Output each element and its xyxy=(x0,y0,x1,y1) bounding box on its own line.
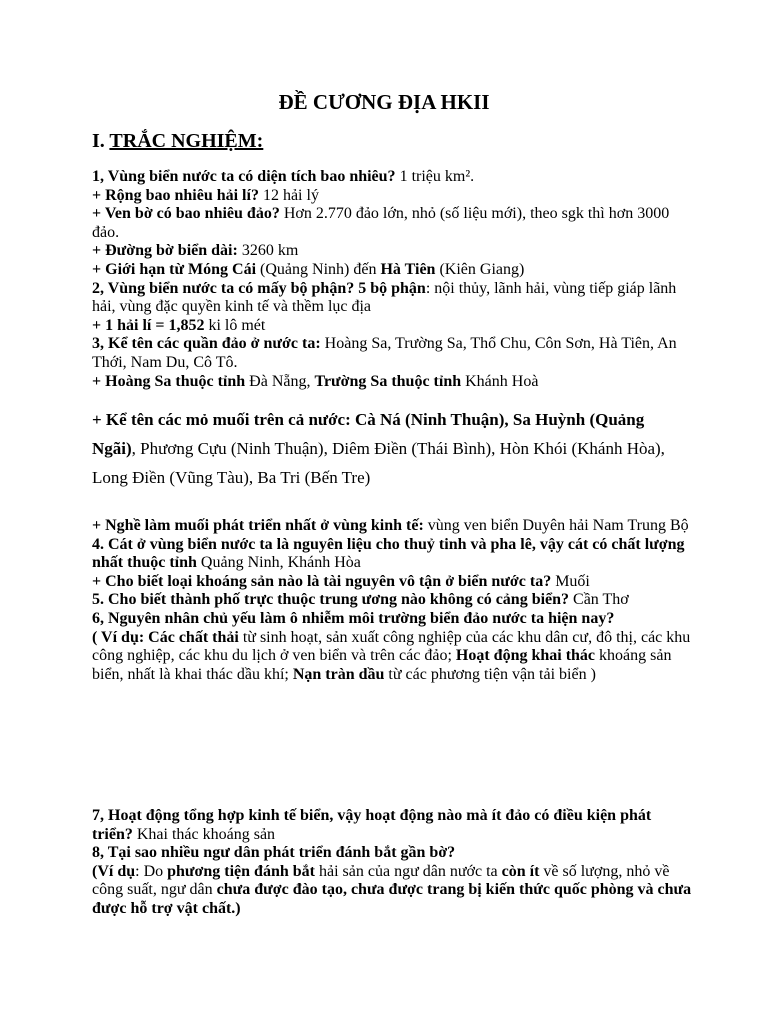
question-6 xyxy=(92,610,692,629)
question-2-answer: : nội thủy, lãnh hải, vùng tiếp giáp lãnh hải, vùng đặc quyền kinh tế và thềm lục địa xyxy=(92,279,677,316)
question-3d xyxy=(92,517,692,536)
question-1e-text: + Giới hạn từ Móng Cái xyxy=(92,260,257,278)
question-1e xyxy=(92,261,692,280)
question-1e-part: (Quảng Ninh) đến xyxy=(256,260,381,278)
question-8-example-part3: về số lượng, nhỏ về công suất, ngư dân xyxy=(92,862,670,899)
question-2 xyxy=(92,280,692,317)
questions-block-3 xyxy=(92,807,692,919)
question-8 xyxy=(92,844,692,863)
question-8-example-part2: hải sản của ngư dân nước ta xyxy=(314,862,502,880)
question-1b-answer: 12 hải lý xyxy=(258,186,319,204)
question-3b-text: + Hoàng Sa thuộc tỉnh xyxy=(92,372,246,390)
question-8-example xyxy=(92,863,692,919)
section-label: TRẮC NGHIỆM: xyxy=(109,130,264,152)
question-1b xyxy=(92,187,692,206)
question-1c xyxy=(92,205,692,242)
question-6-text: 6, Nguyên nhân chủ yếu làm ô nhiễm môi trường biển đảo nước ta hiện nay? xyxy=(92,609,615,627)
question-1c-answer: Hơn 2.770 đảo lớn, nhỏ (số liệu mới), theo sgk thì hơn 3000 đảo. xyxy=(92,205,670,241)
question-3b xyxy=(92,373,692,392)
salt-mines-block xyxy=(92,405,692,492)
question-1-answer: 1 triệu km². xyxy=(395,168,475,185)
question-6-example-part: từ sinh hoạt, sản xuất công nghiệp của các khu dân cư, đô thị, các khu công nghiệp, các khu du lịch ở ven biển và trên các đảo; xyxy=(92,628,691,665)
question-7 xyxy=(92,807,692,844)
question-3-text: 3, Kể tên các quần đảo ở nước ta: xyxy=(92,335,321,353)
questions-block-2 xyxy=(92,517,692,684)
question-7-answer: Khai thác khoáng sản xyxy=(132,825,276,843)
question-6-example-bold2: Nạn tràn dầu xyxy=(292,665,385,683)
question-2b xyxy=(92,317,692,336)
questions-block-1 xyxy=(92,168,692,391)
question-8-example-part: : Do xyxy=(135,862,168,880)
question-4b-answer: Muối xyxy=(551,572,590,590)
question-5 xyxy=(92,591,692,610)
question-1-text: 1, Vùng biển nước ta có diện tích bao nhiêu? xyxy=(92,168,396,185)
question-3c xyxy=(92,405,692,492)
question-8-example-bold: phương tiện đánh bắt xyxy=(167,862,315,880)
question-1 xyxy=(92,168,692,187)
question-8-text: 8, Tại sao nhiều ngư dân phát triển đánh bắt gần bờ? xyxy=(92,844,456,862)
question-4-text: 4. Cát ở vùng biển nước ta là nguyên liệu cho thuỷ tinh và pha lê, vậy cát có chất lượng nhất thuộc tỉnh xyxy=(92,535,685,572)
question-8-example-label: (Ví dụ xyxy=(92,862,136,880)
question-6-example-label: ( Ví dụ: Các chất thải xyxy=(92,628,239,646)
question-3-answer: Hoàng Sa, Trường Sa, Thổ Chu, Côn Sơn, Hà Tiên, An Thới, Nam Du, Cô Tô. xyxy=(92,335,677,371)
question-6-example-part2: khoáng sản biển, nhất là khai thác dầu khí; xyxy=(92,647,672,683)
question-8-example-bold3: chưa được đào tạo, chưa được trang bị kiến thức quốc phòng và chưa được hỗ trợ vật chất.) xyxy=(92,881,692,917)
question-6-example xyxy=(92,629,692,685)
question-5-text: 5. Cho biết thành phố trực thuộc trung ương nào không có cảng biển? xyxy=(92,591,570,609)
question-4-answer: Quảng Ninh, Khánh Hòa xyxy=(196,554,361,572)
question-1e-tail: (Kiên Giang) xyxy=(435,260,525,278)
question-3b-bold: Trường Sa thuộc tỉnh xyxy=(314,372,462,390)
question-3d-answer: vùng ven biển Duyên hải Nam Trung Bộ xyxy=(423,517,689,534)
section-heading xyxy=(92,130,263,153)
question-6-example-tail: từ các phương tiện vận tải biển ) xyxy=(384,665,596,683)
question-5-answer: Cần Thơ xyxy=(569,591,629,609)
section-number: I. xyxy=(92,130,110,152)
question-6-example-bold: Hoạt động khai thác xyxy=(455,647,596,665)
question-2-text: 2, Vùng biển nước ta có mấy bộ phận? 5 bộ phận xyxy=(92,279,426,297)
question-3 xyxy=(92,335,692,372)
question-3c-answer: , Phương Cựu (Ninh Thuận), Diêm Điền (Thái Bình), Hòn Khói (Khánh Hòa), Long Điền (Vũng Tàu), Ba Tri (Bến Tre) xyxy=(92,439,665,487)
question-1d-text: + Đường bờ biển dài: xyxy=(92,242,238,260)
question-3b-part: Đà Nẵng, xyxy=(245,372,315,390)
question-2b-text: + 1 hải lí = 1,852 xyxy=(92,316,205,334)
question-1d-answer: 3260 km xyxy=(237,242,299,260)
question-3b-tail: Khánh Hoà xyxy=(461,372,539,390)
question-1e-bold: Hà Tiên xyxy=(380,260,436,278)
question-1b-text: + Rộng bao nhiêu hải lí? xyxy=(92,186,259,204)
question-8-example-bold2: còn ít xyxy=(501,862,540,880)
question-3d-text: + Nghề làm muối phát triển nhất ở vùng kinh tế: xyxy=(92,517,424,534)
question-1c-text: + Ven bờ có bao nhiêu đảo? xyxy=(92,205,280,223)
question-4b-text: + Cho biết loại khoáng sản nào là tài nguyên vô tận ở biển nước ta? xyxy=(92,572,552,590)
question-2b-answer: ki lô mét xyxy=(204,316,266,334)
question-7-text: 7, Hoạt động tổng hợp kinh tế biển, vậy hoạt động nào mà ít đảo có điều kiện phát triển? xyxy=(92,807,652,843)
question-4 xyxy=(92,536,692,573)
question-1d xyxy=(92,242,692,261)
question-3c-text: + Kể tên các mỏ muối trên cả nước: Cà Ná (Ninh Thuận), Sa Huỳnh (Quảng Ngãi) xyxy=(92,410,645,458)
document-title: ĐỀ CƯƠNG ĐỊA HKII xyxy=(278,90,490,114)
question-4b xyxy=(92,573,692,592)
